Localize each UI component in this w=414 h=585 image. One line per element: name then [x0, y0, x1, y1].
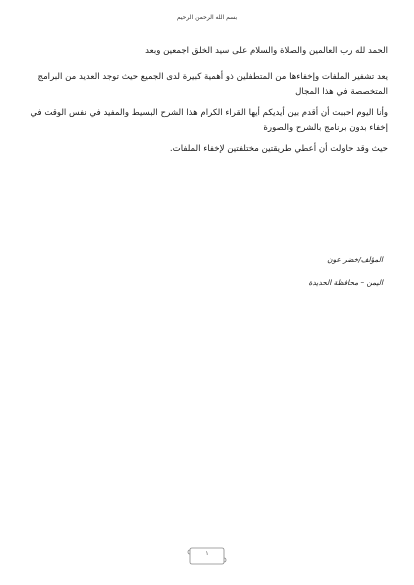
author-line: المؤلف/خضر عون [327, 255, 383, 264]
paragraph-encryption: يعد تشفير الملفات وإخفاءها من المتطفلين ذو أهمية كبيرة لدى الجميع حيث توجد العديد من البرامج المتخصصة في هذا المجال [37, 72, 388, 97]
basmala-header: بسم الله الرحمن الرحيم [176, 14, 238, 21]
body-text [26, 44, 388, 163]
paragraph-intro: وأنا اليوم احببت أن أقدم بين أيديكم أيها القراء الكرام هذا الشرح البسيط والمفيد في نفس الوقت في إخفاء بدون برنامج بالشرح والصورة [30, 108, 388, 133]
paragraph-methods: حيث وقد حاولت أن أعطي طريقتين مختلفتين لإخفاء الملفات. [169, 144, 388, 154]
page-number: ١ [205, 550, 209, 557]
paragraph-opening: الحمد لله رب العالمين والصلاة والسلام على سيد الخلق اجمعين وبعد [145, 46, 388, 56]
location-line: اليمن – محافظة الحديدة [308, 278, 383, 287]
